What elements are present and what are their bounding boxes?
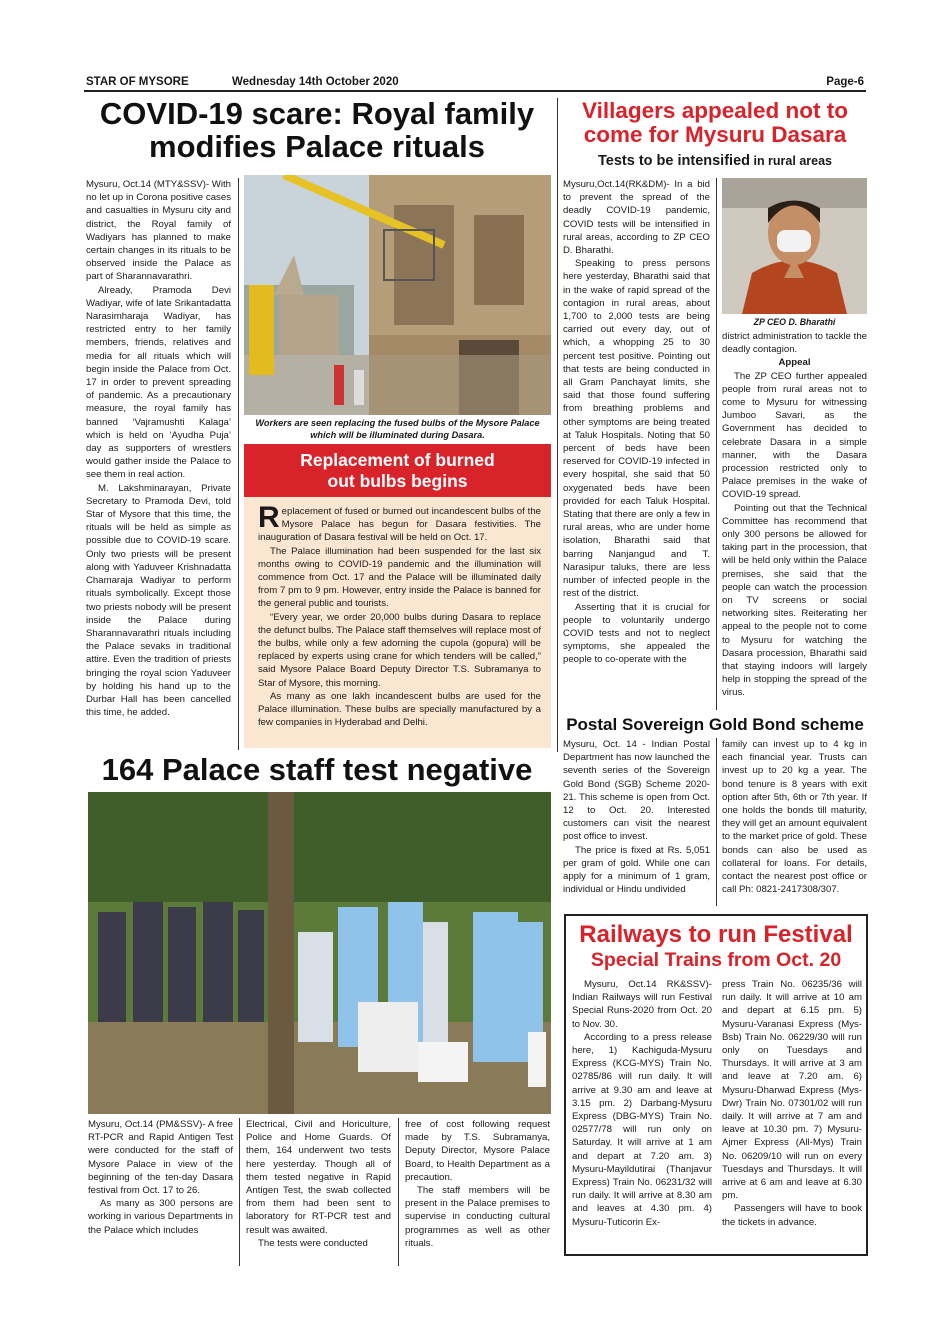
- villagers-paragraph: Asserting that it is crucial for people to voluntarily undergo COVID tests and not to neglect symptoms, she appealed the people to co-operate with the: [563, 601, 710, 666]
- gold-col1: [563, 738, 710, 908]
- staff-col2: [246, 1118, 391, 1268]
- villagers-paragraph: Mysuru,Oct.14(RK&DM)- In a bid to prevent the spread of the deadly COVID-19 pandemic, COVID tests will be intensified in rural areas, according to ZP CEO D. Bharathi.: [563, 179, 710, 257]
- bharathi-caption: ZP CEO D. Bharathi: [753, 317, 836, 327]
- staff-paragraph: The tests were conducted: [258, 1237, 368, 1249]
- railways-paragraph: Mysuru, Oct.14 RK&SSV)- Indian Railways will run Festival Special Runs-2020 from Oct. 20 to Nov. 30.: [572, 979, 712, 1030]
- bulbs-title: Replacement of burned out bulbs begins: [244, 444, 551, 497]
- appeal-subhead: Appeal: [778, 357, 811, 369]
- staff-testing-image: [88, 792, 551, 1114]
- gold-paragraph: Mysuru, Oct. 14 - Indian Postal Department has now launched the seventh series of the Sovereign Gold Bond (SGB) Scheme 2020-21. This scheme is open from Oct. 12 to Oct. 20. Interested customers can visit the nearest post office to invest.: [563, 739, 710, 843]
- gold-paragraph: family can invest up to 4 kg in each financial year. Trusts can invest up to 20 kg a year. The bond tenure is 8 years with exit option after 5th, 6th or 7th year. If one holds the bonds till maturity, they will get an amount equivalent to the market price of gold. These bonds can also be used as collateral for loans. For details, contact the nearest post office or call Ph: 0821-2417308/307.: [722, 739, 867, 896]
- royal-headline: COVID-19 scare: Royal family modifies Palace rituals: [99, 96, 535, 164]
- royal-body: [86, 178, 231, 752]
- villagers-paragraph: Pointing out that the Technical Committee has recommend that only 300 persons be allowed for taking part in the procession, that will be held only within the Palace premises, she said that the people can watch the procession on TV screens or social networking sites. Reiterating her appeal to the people not to come to Mysuru for watching the Dasara procession, Bharathi said that staying indoors will largely help in stopping the spread of the virus.: [722, 502, 867, 699]
- villagers-paragraph: Speaking to press persons here yesterday, Bharathi said that in the wake of rapid spread of the contagion in rural areas, about 1,700 to 2,000 tests are being carried out every day, out of which, a whopping 25 to 30 percent test positive. Pointing out that tests are being conducted in all Gram Panchayat limits, she said that those found suffering from breathing problems and other symptoms are being treated at Taluk Hospitals. Noting that 50 percent of beds have been reserved for COVID-19 infected in every hospital, she said that 50 oxygenated beds have been provided for each Taluk Hospital. Stating that there are only a few in rural areas, who are under home isolation, Bharathi said that barring Nanjangud and T. Narasipur taluks, there are less number of infected people in the rest of the district.: [563, 258, 710, 600]
- villagers-col2: [722, 330, 867, 710]
- column-rule: [716, 738, 717, 906]
- column-rule: [557, 98, 558, 752]
- staff-headline: 164 Palace staff test negative: [101, 752, 533, 787]
- staff-testing-photo: [88, 792, 551, 1114]
- gold-headline: Postal Sovereign Gold Bond scheme: [566, 715, 864, 734]
- column-rule: [238, 178, 239, 750]
- villagers-headline: Villagers appealed not to come for Mysuru Dasara: [582, 98, 848, 147]
- staff-paragraph: The staff members will be present in the Palace premises to supervise in conducting cultural programmes as well as other rituals.: [405, 1185, 550, 1249]
- staff-col3: [405, 1118, 550, 1268]
- railways-paragraph: According to a press release here, 1) Kachiguda-Mysuru Express (KCG-MYS) Train No. 02785/86 will run daily. It will arrive at 9.30 am and leave at 3.15 pm. 2) Darbang-Mysuru Express (DBG-MYS) Train No. 02577/78 will run only on Saturday. It will arrive at 1 am and depart at 7.20 am. 3) Mysuru-Mayildutirai (Thanjavur Express) Train No. 06231/32 will run daily. It will arrive at 8.30 am and leaves at 4.30 pm. 4) Mysuru-Tuticorin Ex-: [572, 1031, 712, 1228]
- bulbs-box: [244, 444, 551, 748]
- villagers-col1: [563, 178, 710, 710]
- villagers-paragraph: The ZP CEO further appealed people from rural areas not to come to Mysuru for witnessing Jumboo Savari, as the Government has decided to celebrate Dasara in a simple manner, with the Dasara procession restricted only to Palace premises in the wake of COVID-19 spread.: [722, 370, 867, 501]
- column-rule: [239, 1118, 240, 1266]
- column-rule: [716, 178, 717, 710]
- gold-paragraph: The price is fixed at Rs. 5,051 per gram of gold. While one can apply for a minimum of 1 gram, individual or Hindu undivided: [563, 844, 710, 896]
- publication-name: STAR OF MYSORE: [86, 76, 189, 88]
- villagers-subhead: Tests to be intensified in rural areas: [597, 153, 832, 169]
- gold-col2: [722, 738, 867, 908]
- staff-paragraph: As many as 300 persons are working in various Departments in the Palace which includes: [88, 1198, 233, 1236]
- masthead: [84, 74, 866, 92]
- column-rule: [398, 1118, 399, 1266]
- palace-photo-caption: Workers are seen replacing the fused bulbs of the Mysore Palace which will be illuminated during Dasara.: [255, 418, 540, 440]
- villagers-paragraph: district administration to tackle the deadly contagion.: [722, 331, 867, 356]
- royal-paragraph: Mysuru, Oct.14 (MTY&SSV)- With no let up in Corona positive cases and casualties in Mysuru city and district, the Royal family of Wadiyars has planned to make certain changes in its rituals to be observed inside the Palace as part of Sharannavarathri.: [86, 179, 231, 283]
- royal-paragraph: Already, Pramoda Devi Wadiyar, wife of late Srikantadatta Narasimharaja Wadiyar, has restricted entry to her family members, friends, relatives and media for all rituals which will begin inside the Palace from Oct. 17 in order to prevent spreading of pandemic. As a precautionary measure, the royal family has banned ‘Vajramushti Kalaga’ which is held on ‘Ayudha Puja’ day as supporters of wrestlers would gather inside the Palace to see them in real action.: [86, 284, 231, 481]
- railways-paragraph: Passengers will have to book the tickets in advance.: [722, 1203, 862, 1228]
- railways-subheadline: Special Trains from Oct. 20: [590, 949, 842, 971]
- palace-workers-image: [244, 175, 551, 415]
- palace-workers-photo: [244, 175, 551, 415]
- page-number: Page-6: [826, 76, 864, 88]
- railways-box: [564, 914, 868, 1256]
- staff-paragraph: Mysuru, Oct.14 (PM&SSV)- A free RT-PCR and Rapid Antigen Test were conducted for the staff of Mysore Palace in view of the beginning of the ten-day Dasara festival from Oct. 17 to 26.: [88, 1119, 233, 1197]
- railways-paragraph: press Train No. 06235/36 will run daily. It will arrive at 10 am and depart at 6.15 pm. 5) Mysuru-Varanasi Express (Mys-Bsb) Train No. 06229/30 will run only on Tuesdays and Thursdays. It will arrive at 3 am and leave at 7.20 am. 6) Mysuru-Dharwad Express (Mys-Dwr) Train No. 07301/02 will run daily. It will arrive at 7 am and leave at 10.30 pm. 7) Mysuru-Ajmer Express (All-Mys) Train No. 06209/10 will run on every Tuesdays and Thursdays. It will arrive at 6 am and leave at 6.30 pm.: [722, 979, 862, 1202]
- bharathi-photo: [722, 178, 867, 314]
- bulbs-paragraph: “Every year, we order 20,000 bulbs during Dasara to replace the defunct bulbs. The Palace staff themselves will replace most of the bulbs, while only a few adorning the cupola (gopura) will be replaced by experts using crane for which tenders will be called,” said Mysore Palace Board Deputy Director T.S. Subramanya to Star of Mysore, this morning.: [258, 611, 541, 689]
- railways-headline: Railways to run Festival: [579, 921, 853, 948]
- bulbs-dropcap: R: [258, 501, 280, 534]
- railways-col1: [572, 978, 712, 1250]
- staff-paragraph: free of cost following request made by T.S. Subramanya, Deputy Director, Mysore Palace Board, to Health Department as a precaution.: [405, 1119, 550, 1183]
- bharathi-portrait: [722, 178, 867, 314]
- staff-col1: [88, 1118, 233, 1268]
- staff-paragraph: Electrical, Civil and Horiculture, Police and Home Guards. Of them, 164 underwent two tests here yesterday. Though all of them tested negative in Rapid Antigen Test, the swab collected from them had been sent to laboratory for RT-PCR test and result was awaited.: [246, 1119, 391, 1236]
- bulbs-body: Replacement of fused or burned out incandescent bulbs of the Mysore Palace has begun for Dasara festivities. The inauguration of Dasara festival will be held on Oct. 17. The Palace illumination had been suspended for the last six months owing to COVID-19 pandemic and the illumination will commence from Oct. 17 and the Palace will be illuminated daily from 7 pm to 9 pm. However, entry inside the Palace is banned for the general public and tourists. “Every year, we order 20,000 bulbs during Dasara to replace the defunct bulbs. The Palace staff themselves will replace most of the bulbs, while only a few adorning the cupola (gopura) will be replaced by experts using crane for which tenders will be called,” said Mysore Palace Board Deputy Director T.S. Subramanya to Star of Mysore, this morning. As many as one lakh incandescent bulbs are used for the Palace illumination. These bulbs are specially manufactured by a few companies in Hyderabad and Delhi.: [258, 501, 541, 729]
- issue-date: Wednesday 14th October 2020: [232, 76, 399, 88]
- royal-paragraph: M. Lakshminarayan, Private Secretary to Pramoda Devi, told Star of Mysore that this time, the rituals will be held as simple as possible due to COVID-19 scare. Only two priests will be present along with Yaduveer Krishnadatta Chamaraja Wadiyar to perform rituals symbolically. Except those two priests nobody will be present inside the Palace during Sharannavarathri rituals including the Palace sevaks in traditional attire. Even the tradition of priests bringing the royal scion Yaduveer by holding his hand up to the Durbar Hall has been cancelled this time, he added.: [86, 482, 231, 719]
- bulbs-paragraph: The Palace illumination had been suspended for the last six months owing to COVID-19 pandemic and the illumination will commence from Oct. 17 and the Palace will be illuminated daily from 7 pm to 9 pm. However, entry inside the Palace is banned for the general public and tourists.: [258, 545, 541, 610]
- bulbs-paragraph: As many as one lakh incandescent bulbs are used for the Palace illumination. These bulbs are specially manufactured by a few companies in Hyderabad and Delhi.: [258, 690, 541, 729]
- railways-col2: [722, 978, 862, 1250]
